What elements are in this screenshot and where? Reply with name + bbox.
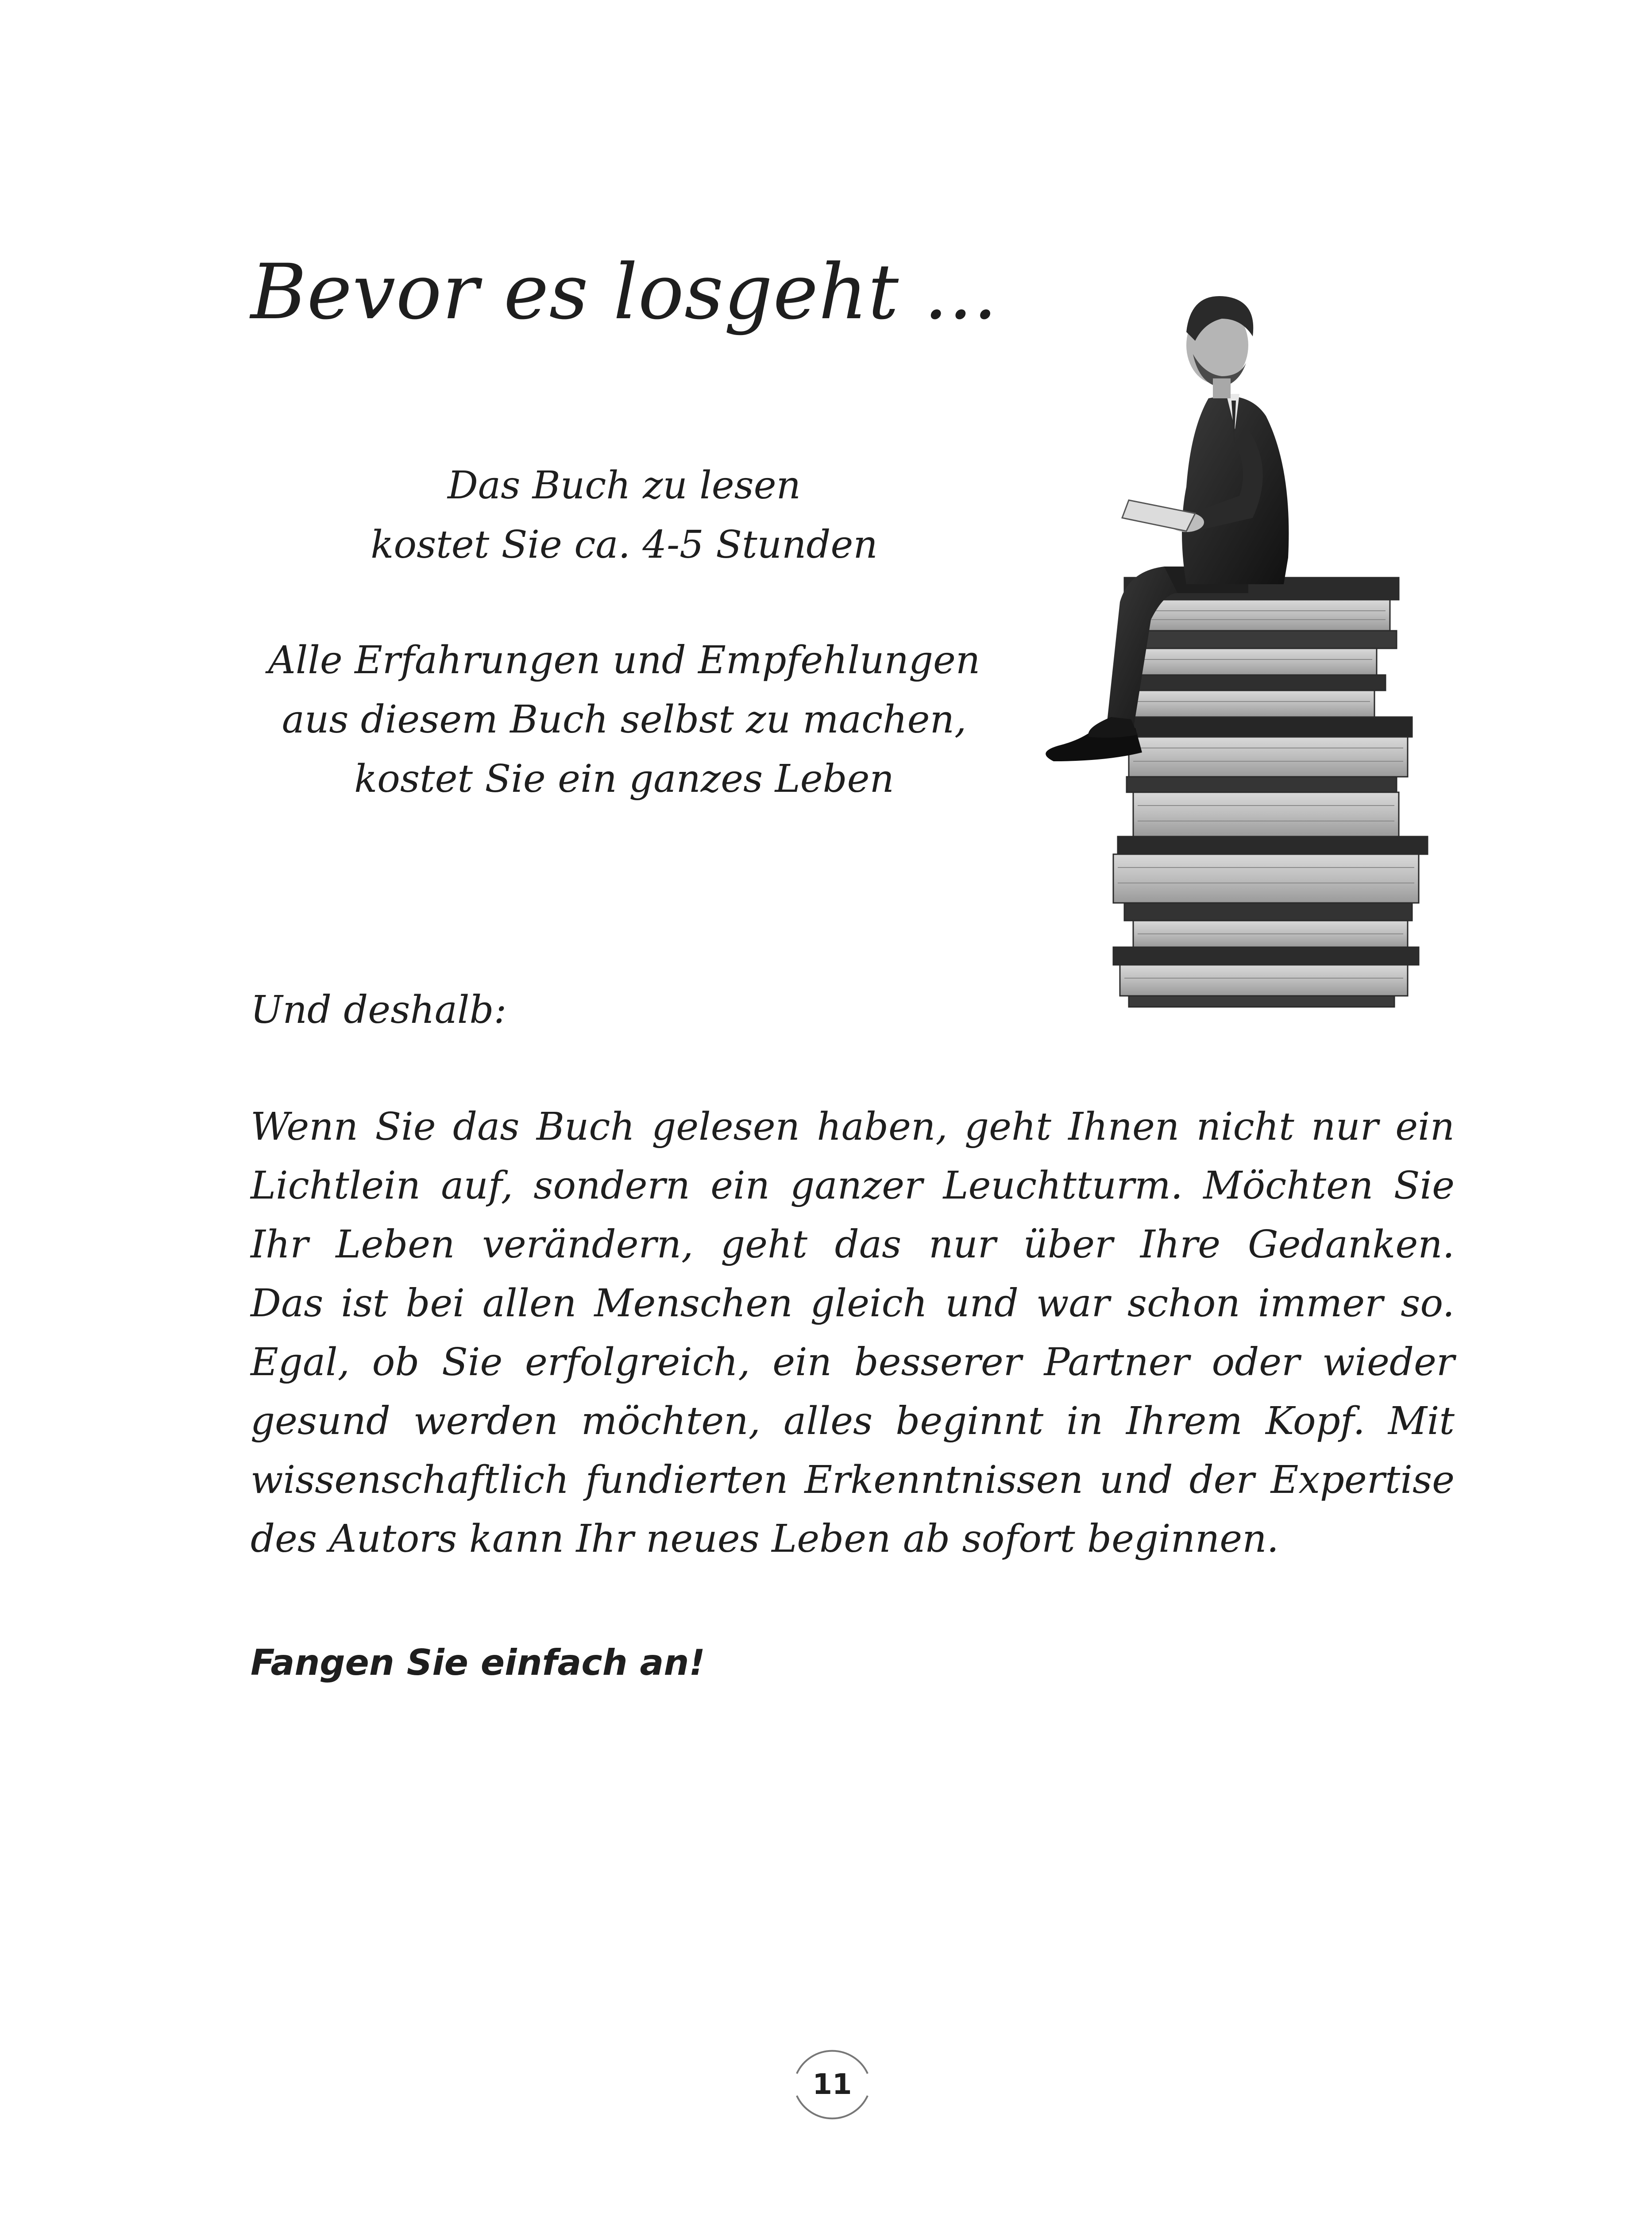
call-to-action: Fangen Sie einfach an! (251, 1642, 705, 1683)
intro-block-lifetime (248, 631, 1000, 809)
book-stack (1113, 578, 1428, 1007)
paragraph-line: Egal, ob Sie erfolgreich, ein besserer Partner oder wieder (251, 1340, 1455, 1384)
page-number-badge (784, 2036, 881, 2133)
intro-line: kostet Sie ein ganzes Leben (354, 757, 894, 801)
intro-block-reading-time (248, 456, 1000, 574)
man-reading-on-book-stack-illustration (1018, 283, 1434, 1009)
paragraph-line: Das ist bei allen Menschen gleich und war schon immer so. (251, 1281, 1455, 1326)
paragraph-line: des Autors kann Ihr neues Leben ab sofort beginnen. (251, 1517, 1279, 1561)
paragraph-line: Ihr Leben verändern, geht das nur über Ihre Gedanken. (251, 1222, 1455, 1267)
paragraph-line: gesund werden möchten, alles beginnt in Ihrem Kopf. Mit (251, 1399, 1455, 1443)
intro-line: kostet Sie ca. 4-5 Stunden (371, 523, 878, 567)
paragraph-line: wissenschaftlich fundierten Erkenntnissen und der Expertise (251, 1458, 1455, 1502)
paragraph-line: Wenn Sie das Buch gelesen haben, geht Ihnen nicht nur ein (251, 1105, 1455, 1149)
page-number: 11 (812, 2068, 852, 2101)
page-title: Bevor es losgeht ... (251, 247, 998, 336)
intro-line: aus diesem Buch selbst zu machen, (282, 698, 967, 742)
paragraph-line: Lichtlein auf, sondern ein ganzer Leuchtturm. Möchten Sie (251, 1164, 1455, 1208)
intro-line: Alle Erfahrungen und Empfehlungen (268, 638, 980, 682)
intro-line: Das Buch zu lesen (447, 463, 801, 508)
section-label: Und deshalb: (251, 988, 507, 1032)
body-paragraph (251, 1098, 1455, 1569)
